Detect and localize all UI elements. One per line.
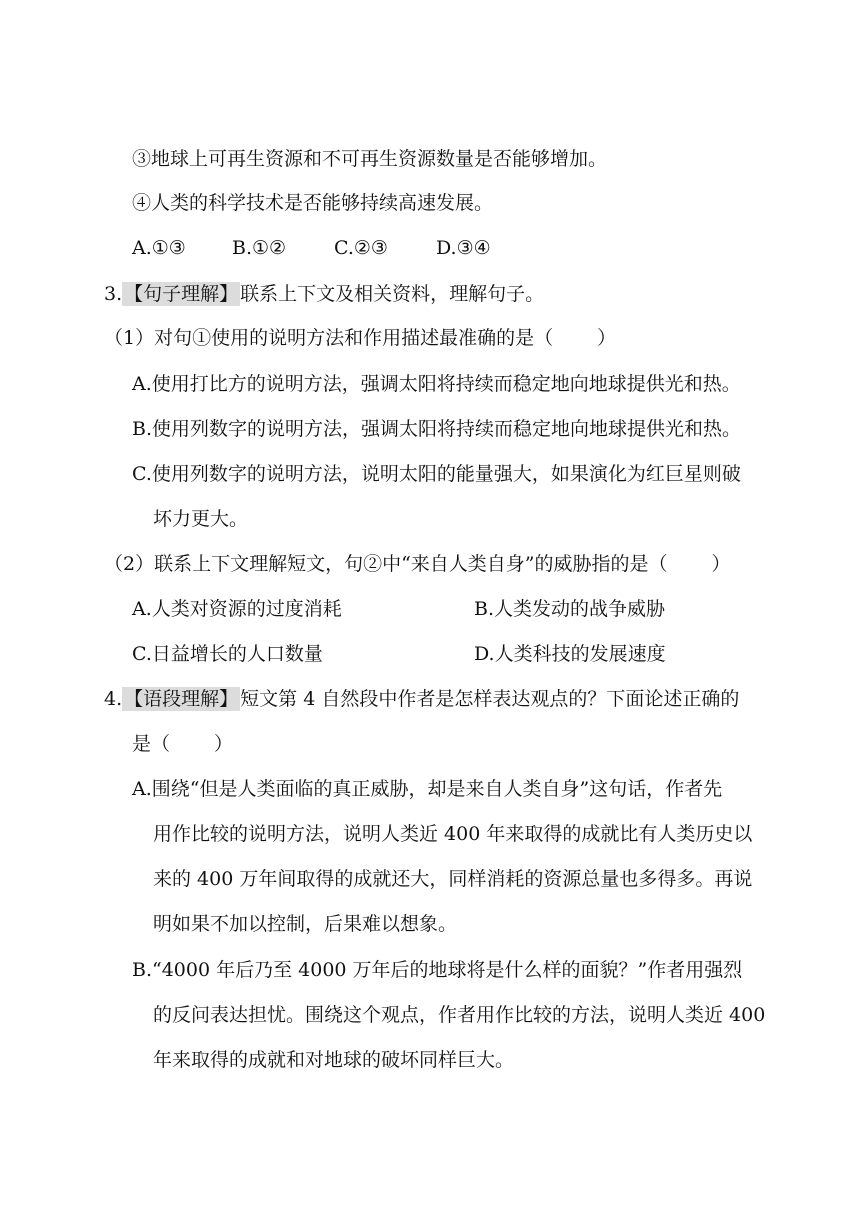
q2-option-d: D.③④ (436, 237, 491, 259)
question-text: 联系上下文及相关资料，理解句子。 (240, 283, 545, 305)
q4-option-b-line1: B.“4000 年后乃至 4000 万年后的地球将是什么样的面貌？”作者用强烈 (132, 959, 743, 981)
stem-text: 是（ (132, 733, 171, 755)
q2-option-b: B.①② (232, 237, 287, 259)
q4-option-b-line2: 的反问表达担忧。围绕这个观点，作者用作比较的方法，说明人类近 400 (153, 1004, 766, 1026)
question-number: 3. (104, 283, 123, 305)
stem-close: ） (711, 553, 731, 575)
question-tag: 【句子理解】 (124, 283, 239, 305)
q2-option-a: A.①③ (132, 237, 186, 259)
question-text: 短文第 4 自然段中作者是怎样表达观点的？下面论述正确的 (240, 688, 740, 710)
q3-2-option-c: C.日益增长的人口数量 (132, 643, 323, 665)
q3-1-option-b: B.使用列数字的说明方法，强调太阳将持续而稳定地向地球提供光和热。 (132, 418, 742, 440)
stem-close: ） (597, 327, 617, 349)
question-3-heading (104, 281, 544, 307)
question-tag: 【语段理解】 (124, 688, 239, 710)
q3-1-option-a: A.使用打比方的说明方法，强调太阳将持续而稳定地向地球提供光和热。 (132, 373, 741, 395)
statement-4: ④人类的科学技术是否能够持续高速发展。 (132, 192, 494, 214)
stem-text: （1）对句①使用的说明方法和作用描述最准确的是（ (104, 327, 554, 349)
q4-option-a-line4: 明如果不加以控制，后果难以想象。 (153, 913, 458, 935)
question-number: 4. (104, 688, 123, 710)
stem-close: ） (214, 733, 234, 755)
q3-2-option-a: A.人类对资源的过度消耗 (132, 598, 342, 620)
q3-1-stem (104, 325, 616, 351)
q4-option-a-line2: 用作比较的说明方法，说明人类近 400 年来取得的成就比有人类历史以 (153, 823, 753, 845)
stem-text: （2）联系上下文理解短文，句②中“来自人类自身”的威胁指的是（ (104, 553, 668, 575)
q3-1-option-c-cont: 坏力更大。 (153, 508, 249, 530)
statement-3: ③地球上可再生资源和不可再生资源数量是否能够增加。 (132, 148, 608, 170)
q3-1-option-c: C.使用列数字的说明方法，说明太阳的能量强大，如果演化为红巨星则破 (132, 463, 741, 485)
question-4-heading-cont (132, 731, 233, 757)
q4-option-b-line3: 年来取得的成就和对地球的破坏同样巨大。 (153, 1049, 515, 1071)
q3-2-option-b: B.人类发动的战争威胁 (474, 598, 666, 620)
question-4-heading (104, 686, 739, 712)
q4-option-a-line3: 来的 400 万年间取得的成就还大，同样消耗的资源总量也多得多。再说 (153, 868, 753, 890)
q3-2-option-d: D.人类科技的发展速度 (474, 643, 666, 665)
q4-option-a-line1: A.围绕“但是人类面临的真正威胁，却是来自人类自身”这句话，作者先 (132, 778, 723, 800)
q3-2-stem (104, 551, 731, 577)
q2-option-c: C.②③ (334, 237, 388, 259)
